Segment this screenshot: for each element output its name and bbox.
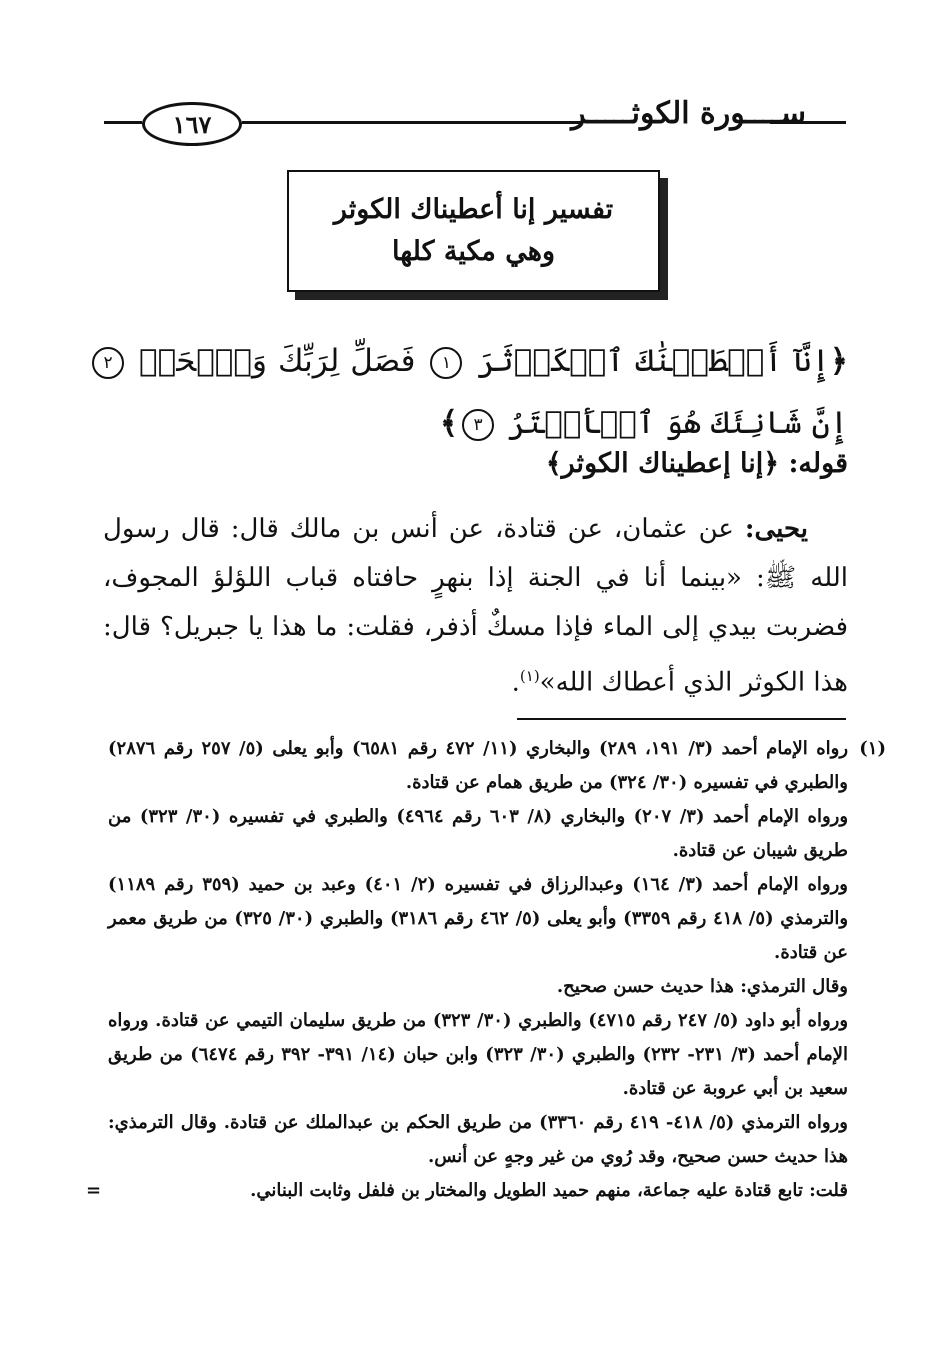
surah-title: ســــورة الكوثـــــر [571,96,806,131]
chapter-title-line2: وهي مكية كلها [391,236,556,267]
footnotes [86,732,886,1208]
qawluh-heading: قوله: ﴿إنا إعطيناك الكوثر﴾ [545,448,848,479]
narrator-lead: يحيى: [744,514,808,544]
footnote-reference: (١) [519,667,540,685]
verse-part-2: فَصَلِّ لِرَبِّكَ وَٱنۡحَرۡ [138,343,416,379]
verse-close-bracket: ﴾ [439,405,459,441]
hadith-text: عن عثمان، عن قتادة، عن أنس بن مالك قال: قال رسول الله ﷺ: «بينما أنا في الجنة إذا بنهرٍ حافتاه قباب اللؤلؤ المجوف، فضربت بيدي إلى الماء فإذا مسكٌ أذفر، فقلت: ما هذا يا جبريل؟ قال: هذا الكوثر الذي أعطاك الله» [103,514,848,698]
chapter-title-line1: تفسير إنا أعطيناك الكوثر [333,194,614,226]
footnote-paragraph: ورواه الإمام أحمد (٣/ ١٦٤) وعبدالرزاق في تفسيره (٢/ ٤٠١) وعبد بن حميد (٣٥٩ رقم ١١٨٩) والترمذي (٥/ ٤١٨ رقم ٣٣٥٩) وأبو يعلى (٥/ ٤٦٢ رقم ٣١٨٦) والطبري (٣٠/ ٣٢٥) من طريق معمر عن قتادة. [108,874,849,963]
chapter-title-box [287,170,660,292]
footnote-paragraph: ورواه الترمذي (٥/ ٤١٨- ٤١٩ رقم ٣٣٦٠) من طريق الحكم بن عبدالملك عن قتادة. وقال الترمذي: هذا حديث حسن صحيح، وقد رُوي من غير وجهٍ عن أنس. [108,1112,849,1167]
page-number: ١٦٧ [142,102,242,146]
footnote-paragraph: وقال الترمذي: هذا حديث حسن صحيح. [556,976,848,997]
footnote-separator [517,718,846,720]
ayah-number-marker: ١ [430,347,462,379]
verse-part-1: إِنَّآ أَعۡطَيۡنَٰكَ ٱلۡكَوۡثَرَ [477,343,830,379]
ayah-number-marker: ٣ [462,409,494,441]
hadith-paragraph: يحيى: عن عثمان، عن قتادة، عن أنس بن مالك قال: قال رسول الله ﷺ: «بينما أنا في الجنة إذا بنهرٍ حافتاه قباب اللؤلؤ المجوف، فضربت بيدي إلى الماء فإذا مسكٌ أذفر، فقلت: ما هذا يا جبريل؟ قال: هذا الكوثر الذي أعطاك الله»$^{(١)}$. [103,514,848,698]
footnote-paragraph: ورواه أبو داود (٥/ ٢٤٧ رقم ٤٧١٥) والطبري (٣٠/ ٣٢٣) من طريق سليمان التيمي عن قتادة. ورواه الإمام أحمد (٣/ ٢٣١- ٢٣٢) والطبري (٣٠/ ٣٢٣) وابن حبان (١٤/ ٣٩١- ٣٩٢ رقم ٦٤٧٤) من طريق سعيد بن أبي عروبة عن قتادة. [108,1010,849,1099]
ayah-number-marker: ٢ [92,347,124,379]
continuation-mark: = [86,1180,102,1201]
footnote-number: (١) [859,738,886,759]
quran-verse [88,330,848,454]
header-rule-middle [242,121,582,124]
header-rule-left [104,121,142,124]
footnote-paragraph: قلت: تابع قتادة عليه جماعة، منهم حميد الطويل والمختار بن فلفل وثابت البناني. = [108,1174,848,1208]
verse-part-3: إِنَّ شَانِئَكَ هُوَ ٱلۡأَبۡتَرُ [507,405,848,441]
verse-open-bracket: ﴿ [829,343,848,379]
footnote-paragraph: (١) رواه الإمام أحمد (٣/ ١٩١، ٢٨٩) والبخاري (١١/ ٤٧٢ رقم ٦٥٨١) وأبو يعلى (٥/ ٢٥٧ رقم ٢٨٧٦) والطبري في تفسيره (٣٠/ ٣٢٤) من طريق همام عن قتادة. [108,732,848,800]
footnote-paragraph: ورواه الإمام أحمد (٣/ ٢٠٧) والبخاري (٨/ ٦٠٣ رقم ٤٩٦٤) والطبري في تفسيره (٣٠/ ٣٢٣) من طريق شيبان عن قتادة. [108,806,849,861]
